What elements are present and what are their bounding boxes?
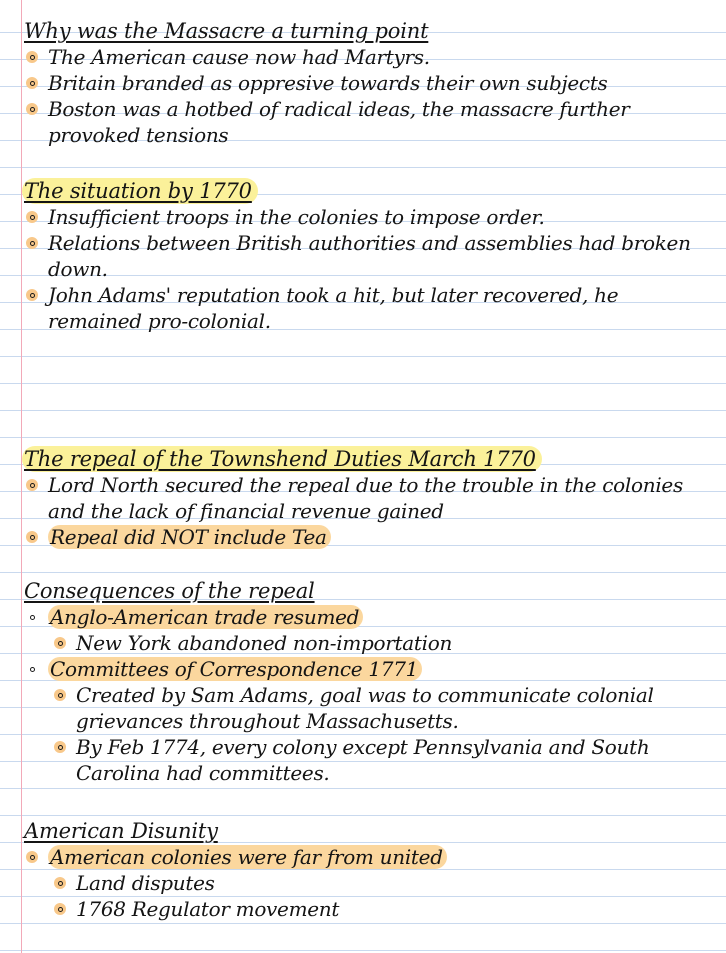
section-heading: Why was the Massacre a turning point — [24, 19, 429, 43]
section-heading: American Disunity — [24, 819, 218, 843]
bullet-list — [22, 204, 708, 334]
bullet-list — [22, 472, 698, 550]
section-heading: The repeal of the Townshend Duties March 1770 — [22, 446, 542, 472]
bullet-item — [22, 656, 666, 682]
section-massacre-turning-point — [22, 18, 658, 148]
sub-bullet-item: New York abandoned non-importation — [50, 630, 666, 656]
bullet-item: John Adams' reputation took a hit, but later recovered, he remained pro-colonial. — [22, 282, 708, 334]
section-heading: Consequences of the repeal — [24, 579, 315, 603]
sub-bullet-item: Created by Sam Adams, goal was to communicate colonial grievances throughout Massachusetts. — [50, 682, 666, 734]
section-situation-1770 — [22, 178, 708, 334]
sub-bullet-item: 1768 Regulator movement — [50, 896, 447, 922]
bullet-item: Relations between British authorities and assemblies had broken down. — [22, 230, 698, 282]
bullet-item: Britain branded as oppresive towards their own subjects — [22, 70, 658, 96]
highlighted-text: American colonies were far from united — [48, 845, 447, 869]
bullet-item — [22, 524, 698, 550]
section-heading: The situation by 1770 — [22, 178, 258, 204]
section-consequences-repeal — [22, 578, 666, 786]
highlighted-text: Anglo-American trade resumed — [48, 605, 363, 629]
bullet-item: Lord North secured the repeal due to the trouble in the colonies and the lack of financial revenue gained — [22, 472, 698, 524]
highlighted-text: Repeal did NOT include Tea — [48, 525, 331, 549]
bullet-item: Boston was a hotbed of radical ideas, the massacre further provoked tensions — [22, 96, 658, 148]
bullet-item — [22, 844, 447, 870]
sub-bullet-item: By Feb 1774, every colony except Pennsylvania and South Carolina had committees. — [50, 734, 666, 786]
section-american-disunity — [22, 818, 447, 922]
bullet-item: The American cause now had Martyrs. — [22, 44, 658, 70]
bullet-item: Insufficient troops in the colonies to impose order. — [22, 204, 708, 230]
bullet-item — [22, 604, 666, 630]
bullet-list — [22, 44, 658, 148]
sub-bullet-item: Land disputes — [50, 870, 447, 896]
section-townshend-repeal — [22, 446, 698, 550]
bullet-list — [22, 844, 447, 922]
bullet-list — [22, 604, 666, 786]
highlighted-text: Committees of Correspondence 1771 — [48, 657, 422, 681]
